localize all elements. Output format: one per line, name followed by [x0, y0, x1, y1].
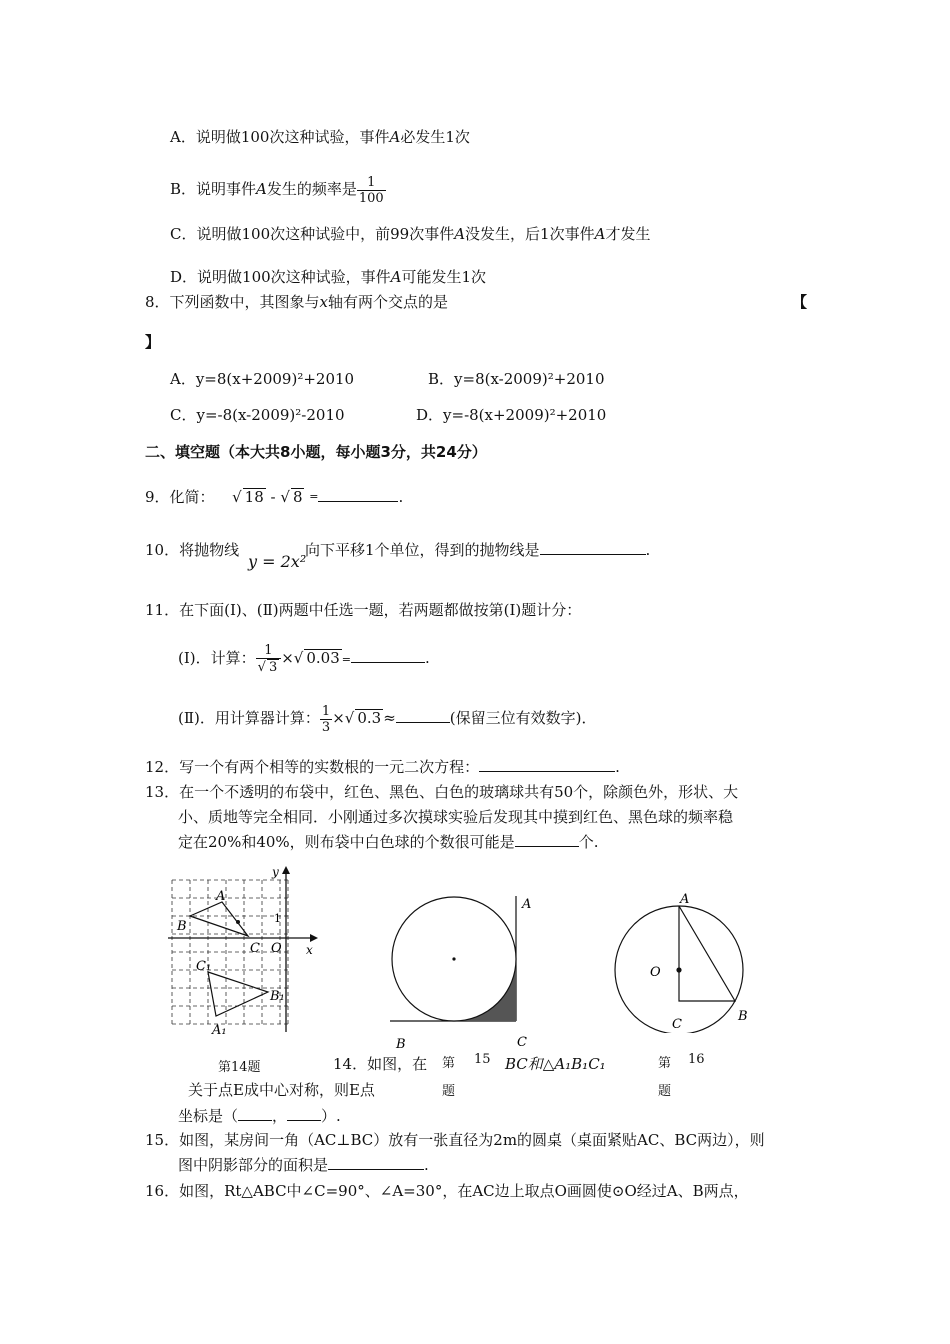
- label-a: A: [680, 892, 690, 907]
- fraction-1-sqrt3: $\frac{1}{√ 3}$: [256, 643, 282, 676]
- question-13-line2: 小、质地等完全相同．小刚通过多次摸球实验后发现其中摸到红色、黑色球的频率稳: [178, 808, 734, 826]
- label-c: C: [672, 1017, 682, 1032]
- x-axis-arrow: [310, 934, 318, 942]
- answer-blank-10[interactable]: [540, 540, 646, 555]
- label-a: A: [216, 889, 226, 904]
- figure-14-caption: 第14题: [218, 1060, 261, 1075]
- sqrt-sign: √: [280, 488, 290, 506]
- parabola-formula: y = 2x²: [248, 552, 307, 571]
- label-c1: C₁: [196, 959, 212, 974]
- question-13-line3: 定在20%和40%，则布袋中白色球的个数很可能是 个.: [178, 833, 599, 851]
- label-unit: 1: [274, 912, 281, 925]
- option-7c: C．说明做100次这种试验中，前99次事件A没发生，后1次事件A才发生: [170, 225, 651, 243]
- point-e: [236, 920, 240, 924]
- question-14-mid: BC和△A₁B₁C₁: [505, 1055, 606, 1073]
- question-13-line1: 13．在一个不透明的布袋中，红色、黑色、白色的玻璃球共有50个，除颜色外，形状、大: [145, 783, 739, 801]
- option-7b: B．说明事件A发生的频率是 $\frac{1}{100}$: [170, 174, 384, 206]
- figure-15: [380, 888, 550, 1053]
- answer-blank-14-y[interactable]: [287, 1106, 321, 1121]
- question-12: 12．写一个有两个相等的实数根的一元二次方程： .: [145, 758, 620, 776]
- question-11-part2: (Ⅱ)．用计算器计算： $\frac{1}{3}$ ×√ 0.3 ≈ (保留三位有效数字)．: [178, 703, 597, 735]
- question-10: 10．将抛物线: [145, 541, 240, 559]
- question-11-part1: (Ⅰ)．计算： $\frac{1}{√ 3}$ ×√ 0.03 = .: [178, 642, 430, 675]
- section-2-heading: 二、填空题（本大共8小题，每小题3分，共24分）: [145, 443, 487, 461]
- question-11: 11．在下面(Ⅰ)、(Ⅱ)两题中任选一题，若两题都做按第(Ⅰ)题计分：: [145, 601, 582, 619]
- question-9: 9．化简： √ 18 - √ 8 = .: [145, 488, 404, 506]
- answer-blank-14-x[interactable]: [238, 1106, 272, 1121]
- option-8c: C．y=-8(x-2009)²-2010: [170, 406, 345, 424]
- label-x: x: [306, 943, 313, 957]
- question-14-line3: 坐标是（ ， ）.: [178, 1107, 341, 1125]
- question-14-line1: 14．如图，在: [333, 1055, 428, 1073]
- question-14-line2: 关于点E成中心对称，则E点: [188, 1081, 375, 1099]
- answer-blank-12[interactable]: [479, 757, 615, 772]
- label-b: B: [177, 919, 187, 934]
- triangle-abc: [190, 902, 248, 936]
- answer-blank-15[interactable]: [328, 1155, 424, 1170]
- y-axis-arrow: [282, 866, 290, 874]
- question-15-line2: 图中阴影部分的面积是 .: [178, 1156, 429, 1174]
- option-8d: D．y=-8(x+2009)²+2010: [416, 406, 607, 424]
- question-15-line1: 15．如图，某房间一角（AC⊥BC）放有一张直径为2m的圆桌（桌面紧贴AC、BC两边），则: [145, 1131, 765, 1149]
- answer-blank-11-1[interactable]: [351, 648, 425, 663]
- question-16-line1: 16．如图，Rt△ABC中∠C=90°、∠A=30°，在AC边上取点O画圆使⊙O经过A、B两点，: [145, 1182, 749, 1200]
- circle-center: [452, 957, 455, 960]
- label-a: A: [522, 897, 532, 912]
- answer-blank-11-2[interactable]: [396, 708, 450, 723]
- option-7d: D．说明做100次这种试验，事件A可能发生1次: [170, 268, 487, 286]
- figure-15-caption-a: 第: [442, 1056, 456, 1071]
- figure-16-caption-c: 题: [658, 1084, 672, 1099]
- figure-15-caption-c: 题: [442, 1084, 456, 1099]
- figure-16: [610, 888, 760, 1033]
- label-c: C: [250, 941, 260, 956]
- answer-blank-9[interactable]: [318, 487, 398, 502]
- figure-14: [160, 862, 330, 1040]
- triangle-abc: [679, 906, 735, 1001]
- option-8b: B．y=8(x-2009)²+2010: [428, 370, 605, 388]
- sqrt-sign: √: [232, 488, 242, 506]
- fraction-1-3: $\frac{1}{3}$: [321, 703, 331, 735]
- label-c: C: [517, 1035, 527, 1050]
- label-b1: B₁: [270, 989, 285, 1004]
- triangle-a1b1c1: [208, 972, 268, 1016]
- answer-blank-13[interactable]: [515, 832, 579, 847]
- label-o: O: [271, 941, 282, 956]
- figure-16-caption-b: 16: [688, 1052, 705, 1067]
- question-10-tail: 向下平移1个单位，得到的抛物线是 .: [305, 541, 651, 559]
- answer-bracket-close: 】: [145, 333, 161, 351]
- label-a1: A₁: [212, 1023, 227, 1038]
- question-8: 8．下列函数中，其图象与x轴有两个交点的是: [145, 293, 449, 311]
- option-7a: A．说明做100次这种试验，事件A必发生1次: [170, 128, 470, 146]
- point-o: [676, 967, 681, 972]
- option-8a: A．y=8(x+2009)²+2010: [170, 370, 355, 388]
- figure-16-caption-a: 第: [658, 1056, 672, 1071]
- label-b: B: [738, 1009, 748, 1024]
- fraction-1-100: $\frac{1}{100}$: [358, 174, 384, 206]
- label-b: B: [396, 1037, 406, 1052]
- figure-15-caption-b: 15: [474, 1052, 491, 1067]
- label-y: y: [272, 865, 279, 879]
- label-o: O: [650, 965, 661, 980]
- answer-bracket-open: 【: [792, 293, 808, 311]
